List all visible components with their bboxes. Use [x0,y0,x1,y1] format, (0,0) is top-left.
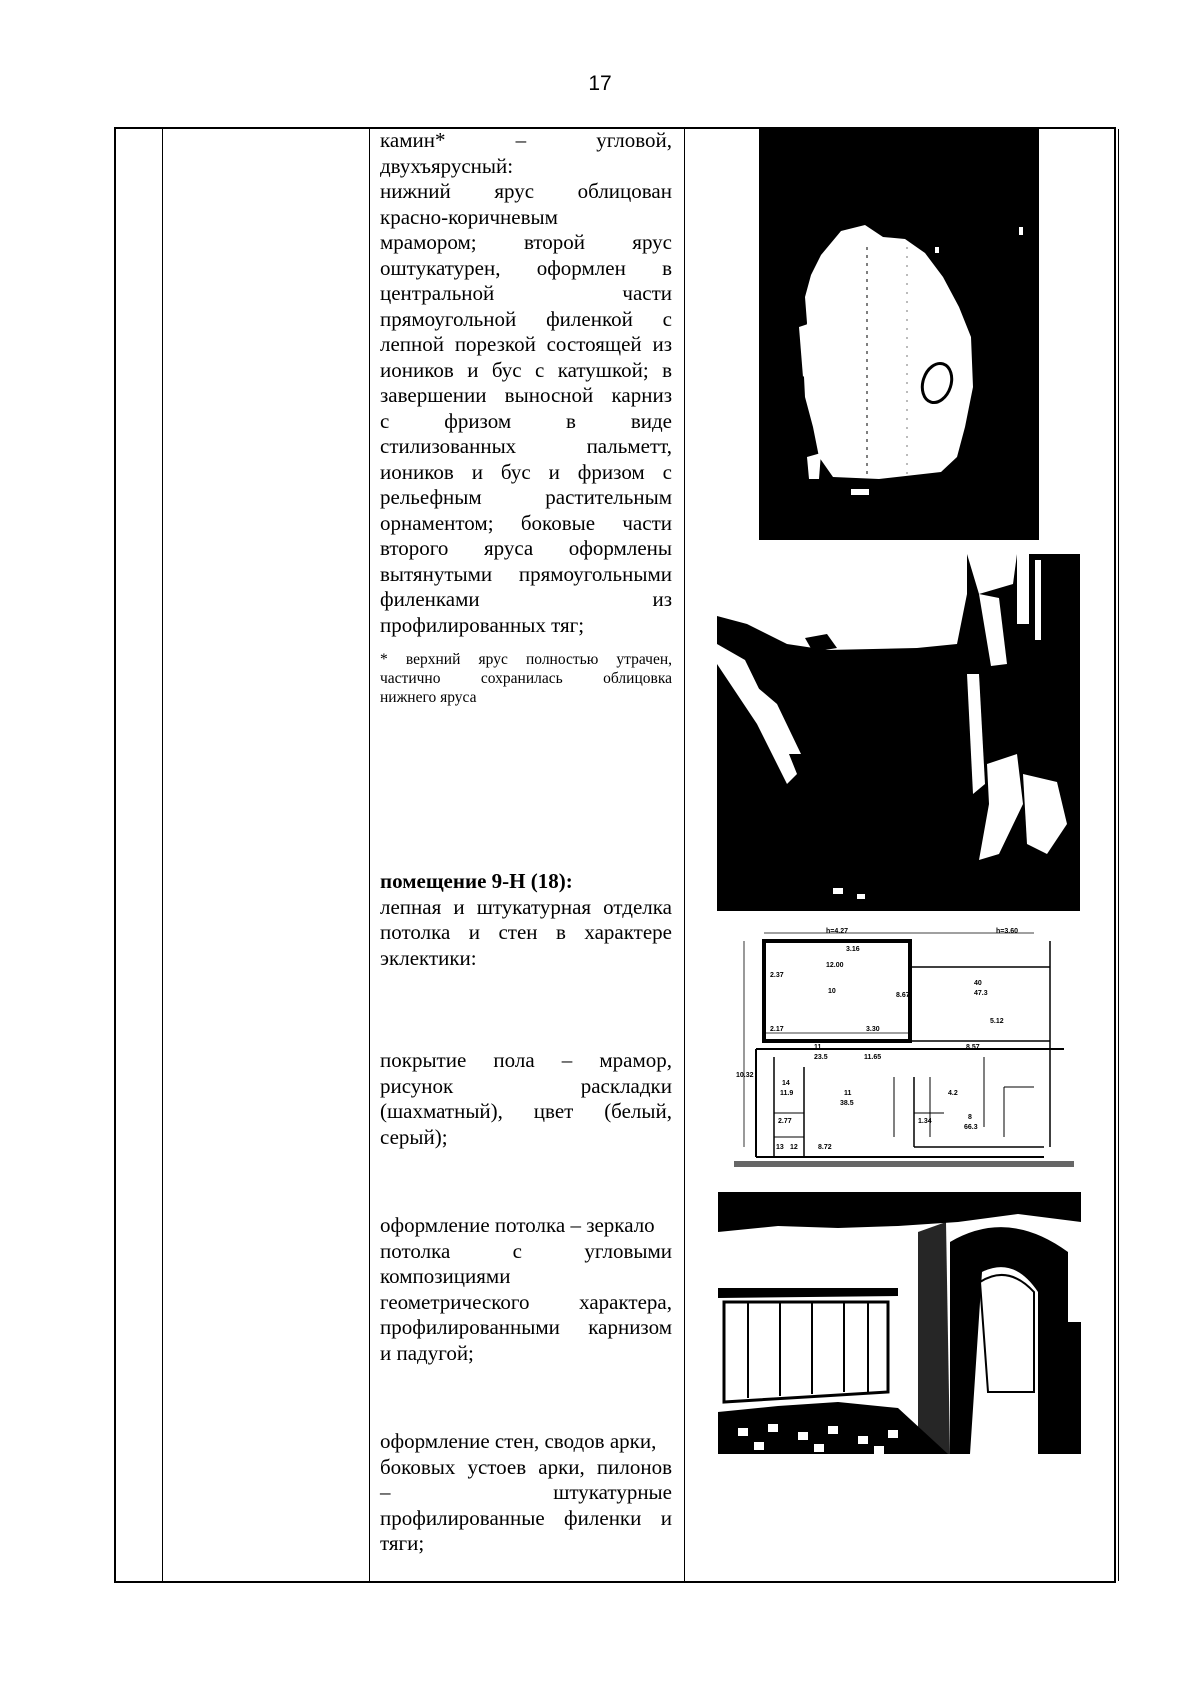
plan-label: 11.65 [864,1054,882,1061]
text-line: покрытие пола – мрамор, [380,1048,672,1072]
text-line: потолка с угловыми [380,1238,672,1263]
text-line: рельефным растительным [380,485,672,509]
column-divider-4 [1118,129,1119,1581]
plan-label: 11 [844,1090,852,1097]
note-line: частично сохранилась облицовка [380,670,672,687]
text-line: двухъярусный: [380,153,514,178]
text-line: оформление стен, сводов арки, [380,1429,657,1453]
text-line: серый); [380,1124,448,1149]
room-heading: помещение 9-Н (18): [380,869,573,893]
text-line: композициями [380,1264,511,1288]
text-line: лепной порезкой состоящей из [380,332,672,356]
plan-label: 1.34 [918,1118,932,1125]
column-divider-2 [369,129,370,1581]
text-line: лепная и штукатурная отделка [380,894,672,919]
plan-label: 38.5 [840,1100,854,1107]
plan-label: 11 [814,1044,822,1051]
plan-label: 11.9 [780,1090,794,1097]
text-line: орнаментом; боковые части [380,510,672,535]
text-line: эклектики: [380,945,477,970]
plan-label: 2.17 [770,1026,784,1033]
text-line: и падугой; [380,1340,474,1365]
plan-label: 10.32 [736,1072,754,1079]
plan-label: 4.2 [948,1090,958,1097]
text-line: завершении выносной карниз [380,383,672,407]
column-divider-3 [684,129,685,1581]
walls-description [380,1429,672,1557]
plan-label: 14 [782,1080,790,1087]
plan-label: 47.3 [974,990,988,997]
text-line: потолка и стен в характере [380,920,672,944]
fireplace-description [380,128,672,638]
text-line: оштукатурен, оформлен в [380,255,672,280]
text-line: иоников и бус с катушкой; в [380,357,672,382]
floor-plan [734,927,1074,1177]
text-line: профилированные филенки и [380,1505,672,1530]
floor-description [380,1048,672,1150]
plan-label: h=3.60 [996,928,1018,935]
plan-label: 3.16 [846,946,860,953]
plan-label: 23.5 [814,1054,828,1061]
plan-label: 8.57 [966,1044,980,1051]
plan-label: 8.67 [896,992,910,999]
text-line: профилированными карнизом [380,1315,672,1339]
plan-label: 66.3 [964,1124,978,1131]
plan-label: 8 [968,1114,972,1121]
text-line: оформление потолка – зеркало [380,1213,655,1237]
plan-label: 12.00 [826,962,844,969]
fireplace-photo [759,127,1039,540]
text-line: (шахматный), цвет (белый, [380,1099,672,1123]
plan-label: 5.12 [990,1018,1004,1025]
note-line: * верхний ярус полностью утрачен, [380,651,672,668]
text-line: профилированных тяг; [380,612,585,637]
text-line: центральной части [380,281,672,305]
plan-label: h=4.27 [826,928,848,935]
text-line: тяги; [380,1531,425,1555]
description-column [380,128,672,1557]
text-line: с фризом в виде [380,408,672,433]
room-intro [380,895,672,972]
text-line: – штукатурные [380,1480,672,1504]
plan-label: 12 [790,1144,798,1151]
plan-label: 3.30 [866,1026,880,1033]
plan-label: 2.77 [778,1118,792,1125]
fireplace-note [380,650,672,707]
plan-label: 13 [776,1144,784,1151]
text-line: вытянутыми прямоугольными [380,561,672,586]
plan-label: 10 [828,988,836,995]
arch-interior-photo [718,1192,1081,1454]
text-line: филенками из [380,587,672,611]
text-line: второго яруса оформлены [380,536,672,560]
ceiling-description [380,1213,672,1366]
plan-label: 8.72 [818,1144,832,1151]
room-corner-photo [717,554,1080,911]
note-line: нижнего яруса [380,689,477,706]
text-line: красно-коричневым [380,204,558,229]
text-line: нижний ярус облицован [380,179,672,203]
column-divider-1 [162,129,163,1581]
page-number: 17 [588,72,612,95]
text-line: рисунок раскладки [380,1073,672,1098]
text-line: боковых устоев арки, пилонов [380,1454,672,1479]
text-line: геометрического характера, [380,1289,672,1314]
text-line: камин* – угловой, [380,128,672,152]
plan-label: 40 [974,980,982,987]
text-line: стилизованных пальметт, [380,434,672,458]
text-line: прямоугольной филенкой с [380,306,672,331]
plan-label: 2.37 [770,972,784,979]
text-line: мрамором; второй ярус [380,230,672,254]
text-line: иоников и бус и фризом с [380,459,672,484]
